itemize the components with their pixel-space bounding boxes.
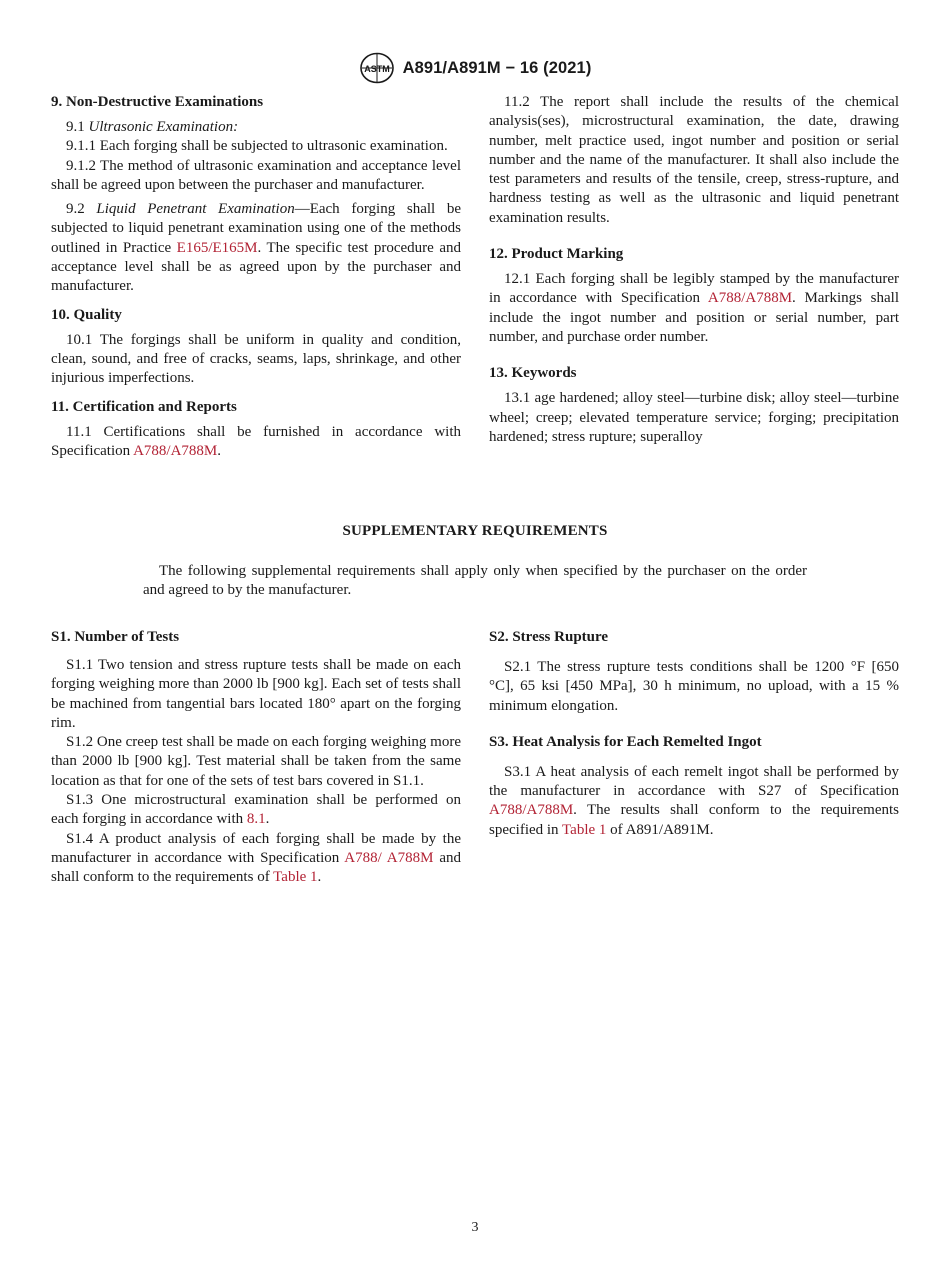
para-s1-2: S1.2 One creep test shall be made on each forging weighing more than 2000 lb [900 kg]. Test material shall be taken from the same location as that for one of the sets of test bars covered in S1.1. bbox=[51, 734, 461, 789]
link-a788-3[interactable]: A788/ A788M bbox=[344, 849, 434, 866]
section-9-heading: 9. Non-Destructive Examinations bbox=[51, 94, 264, 110]
document-title: A891/A891M − 16 (2021) bbox=[402, 58, 592, 77]
section-s2-heading: S2. Stress Rupture bbox=[489, 629, 609, 645]
supplementary-title: SUPPLEMENTARY REQUIREMENTS bbox=[342, 523, 608, 539]
section-13-heading: 13. Keywords bbox=[489, 365, 577, 382]
supplementary-intro: The following supplemental requirements shall apply only when specified by the purchaser on the order and agreed to by the manufacturer. bbox=[143, 563, 807, 599]
right-column-top bbox=[489, 93, 899, 447]
logo-text: ASTM bbox=[363, 64, 390, 74]
section-s1-heading: S1. Number of Tests bbox=[51, 629, 180, 645]
para-s1-3: S1.3 One microstructural examination shall be performed on each forging in accordance with 8.1. bbox=[51, 792, 461, 828]
left-column-top bbox=[51, 93, 461, 461]
link-table-1-a[interactable]: Table 1 bbox=[273, 869, 318, 886]
link-a788-4[interactable]: A788/A788M bbox=[489, 802, 574, 819]
para-11-2: 11.2 The report shall include the results of the chemical analysis(ses), microstructural examination, the date, drawing number, melt practice used, ingot number and position or serial number and the name of the manufacturer. It shall also include the test parameters and results of the tensile, creep, stress-rupture, and hardness testing as well as the ultrasonic and liquid penetrant examination results. bbox=[489, 94, 899, 226]
left-column-lower bbox=[51, 628, 461, 888]
link-table-1-b[interactable]: Table 1 bbox=[562, 821, 607, 838]
section-11-heading: 11. Certification and Reports bbox=[51, 398, 237, 415]
section-s3-heading: S3. Heat Analysis for Each Remelted Ingot bbox=[489, 733, 762, 750]
para-s2-1: S2.1 The stress rupture tests conditions shall be 1200 °F [650 °C], 65 ksi [450 MPa], 30 h minimum, no upload, with a 15 % minimum elongation. bbox=[489, 659, 899, 714]
para-9-1-1: 9.1.1 Each forging shall be subjected to ultrasonic examination. bbox=[66, 138, 448, 155]
link-8-1[interactable]: 8.1 bbox=[246, 811, 266, 828]
section-10-heading: 10. Quality bbox=[51, 306, 122, 323]
para-s1-1: S1.1 Two tension and stress rupture tests shall be made on each forging weighing more than 2000 lb [900 kg]. Each set of tests shall be machined from tangential bars located 180° apart on the forging rim. bbox=[51, 657, 461, 731]
page-number: 3 bbox=[471, 1220, 479, 1235]
para-9-1: 9.1 Ultrasonic Examination: bbox=[66, 119, 239, 135]
section-12-heading: 12. Product Marking bbox=[489, 246, 624, 263]
para-9-2: 9.2 Liquid Penetrant Examination—Each forging shall be subjected to liquid penetrant examination using one of the methods outlined in Practice E165/E165M. The specific test procedure and acceptance level shall be as agreed upon by the purchaser and manufacturer. bbox=[51, 201, 462, 295]
para-12-1: 12.1 Each forging shall be legibly stamped by the manufacturer in accordance with Specification A788/A788M. Markings shall include the ingot number and position or serial number, part number, and purchase order number. bbox=[489, 271, 899, 345]
para-10-1: 10.1 The forgings shall be uniform in quality and condition, clean, sound, and free of cracks, seams, laps, shrinkage, and other injurious imperfections. bbox=[51, 331, 461, 387]
astm-logo-icon bbox=[359, 52, 395, 84]
para-s1-4: S1.4 A product analysis of each forging shall be made by the manufacturer in accordance with Specification A788/ A788M and shall conform to the requirements of Table 1. bbox=[51, 830, 461, 886]
para-13-1: 13.1 age hardened; alloy steel—turbine disk; alloy steel—turbine wheel; creep; elevated temperature service; forging; precipitation hardened; stress rupture; superalloy bbox=[489, 390, 899, 445]
right-column-lower bbox=[489, 628, 899, 840]
para-9-1-2: 9.1.2 The method of ultrasonic examination and acceptance level shall be agreed upon between the purchaser and manufacturer. bbox=[51, 157, 461, 193]
link-a788-2[interactable]: A788/A788M bbox=[707, 290, 793, 307]
para-s3-1: S3.1 A heat analysis of each remelt ingot shall be performed by the manufacturer in accordance with S27 of Specification A788/A788M. The results shall conform to the requirements specified in Table 1 of A891/A891M. bbox=[489, 763, 899, 838]
page-header bbox=[0, 52, 950, 84]
para-11-1: 11.1 Certifications shall be furnished in accordance with Specification A788/A788M. bbox=[51, 423, 461, 459]
link-e165[interactable]: E165/E165M bbox=[176, 239, 258, 256]
link-a788-1[interactable]: A788/A788M bbox=[133, 442, 218, 459]
